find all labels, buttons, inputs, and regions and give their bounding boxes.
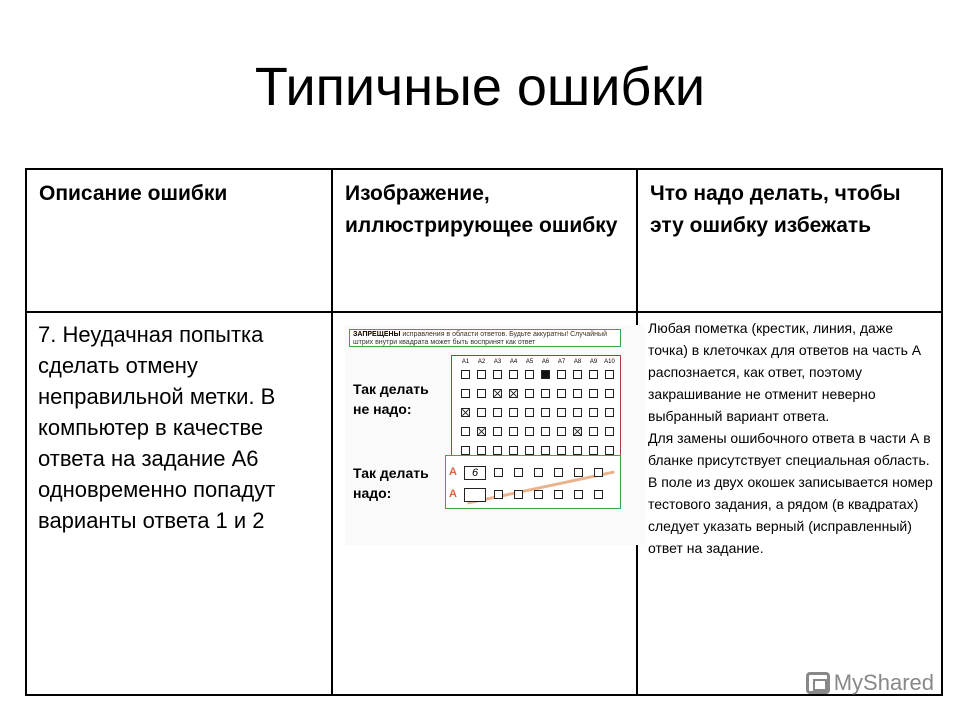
answer-cell <box>509 370 518 379</box>
table-row <box>26 312 942 695</box>
answer-cell <box>541 370 550 379</box>
correction-cell <box>494 490 503 499</box>
answer-cell <box>541 427 550 436</box>
answer-cell <box>493 370 502 379</box>
answer-cell <box>477 446 486 455</box>
answer-cell <box>477 389 486 398</box>
answer-cell <box>557 370 566 379</box>
presentation-icon <box>806 672 830 694</box>
correction-cell <box>494 468 503 477</box>
correction-cell <box>534 468 543 477</box>
correction-cell <box>514 468 523 477</box>
answer-cell <box>493 446 502 455</box>
correction-cell <box>554 468 563 477</box>
answer-cell <box>605 446 614 455</box>
task-number-box: 6 <box>464 466 486 480</box>
fix-instructions <box>637 312 942 695</box>
answer-cell <box>573 446 582 455</box>
warning-box <box>349 329 621 347</box>
answer-cell <box>525 408 534 417</box>
grid-column-header: A3 <box>493 359 502 365</box>
answer-cell <box>573 427 582 436</box>
answer-cell <box>541 446 550 455</box>
answer-cell <box>605 408 614 417</box>
row-label-a-2: A <box>449 488 457 500</box>
answer-cell <box>525 427 534 436</box>
answer-cell <box>493 389 502 398</box>
answer-cell <box>509 446 518 455</box>
answer-cell <box>493 408 502 417</box>
answer-cell <box>509 408 518 417</box>
bad-example-label: Так делать не надо: <box>353 381 429 417</box>
correction-cell <box>594 490 603 499</box>
answer-cell <box>509 427 518 436</box>
correction-cell <box>574 490 583 499</box>
answer-cell <box>493 427 502 436</box>
answer-cell <box>557 389 566 398</box>
grid-column-header: A5 <box>525 359 534 365</box>
table-header-row <box>26 169 942 312</box>
answer-cell <box>461 427 470 436</box>
grid-column-header: A6 <box>541 359 550 365</box>
answer-cell <box>573 408 582 417</box>
grid-column-headers <box>452 358 622 368</box>
answer-cell <box>541 408 550 417</box>
answer-cell <box>541 389 550 398</box>
grid-column-header: A4 <box>509 359 518 365</box>
grid-column-header: A10 <box>604 359 615 365</box>
grid-column-header: A2 <box>477 359 486 365</box>
answer-cell <box>525 370 534 379</box>
answer-cell <box>589 370 598 379</box>
warning-title: ЗАПРЕЩЕНЫ <box>353 331 401 338</box>
answer-cell <box>557 427 566 436</box>
grid-column-header: A9 <box>589 359 598 365</box>
fix-paragraph-1: Любая пометка (крестик, линия, даже точка) в клеточках для ответов на часть А распознается, как ответ, поэтому закрашивание не отменит неверно выбранный вариант ответа. <box>648 320 922 424</box>
answer-cell <box>573 370 582 379</box>
warning-text: исправления в области ответов. Будьте аккуратны! Случайный штрих внутри квадрата может быть воспринят как ответ <box>353 331 607 346</box>
correction-grid <box>445 455 621 509</box>
grid-column-header: A1 <box>461 359 470 365</box>
answer-cell <box>605 427 614 436</box>
correction-cell <box>574 468 583 477</box>
correction-cell <box>534 490 543 499</box>
answer-cell <box>509 389 518 398</box>
bad-answer-grid <box>451 355 621 467</box>
answer-cell <box>461 408 470 417</box>
correction-cell <box>594 468 603 477</box>
watermark-text: MyShared <box>833 670 934 695</box>
answer-sheet-illustration <box>345 325 645 545</box>
answer-cell <box>525 446 534 455</box>
answer-cell <box>477 408 486 417</box>
answer-cell <box>589 389 598 398</box>
row-label-a: A <box>449 466 457 478</box>
header-description: Описание ошибки <box>26 169 332 312</box>
correction-cell <box>554 490 563 499</box>
good-example-label: Так делать надо: <box>353 465 429 501</box>
errors-table <box>25 168 943 696</box>
answer-cell <box>477 370 486 379</box>
answer-cell <box>461 370 470 379</box>
error-illustration-cell <box>332 312 637 695</box>
grid-column-header: A8 <box>573 359 582 365</box>
grid-column-header: A7 <box>557 359 566 365</box>
answer-cell <box>589 446 598 455</box>
header-fix: Что надо делать, чтобы эту ошибку избежать <box>637 169 942 312</box>
error-description: 7. Неудачная попытка сделать отмену неправильной метки. В компьютер в качестве ответа на задание А6 одновременно попадут варианты ответа 1 и 2 <box>26 312 332 695</box>
correction-cell <box>514 490 523 499</box>
fix-paragraph-2: Для замены ошибочного ответа в части А в бланке присутствует специальная область. В поле из двух окошек записывается номер тестового задания, а рядом (в квадратах) следует указать верный (исправленный) ответ на задание. <box>648 430 933 556</box>
answer-cell <box>573 389 582 398</box>
answer-cell <box>589 408 598 417</box>
answer-cell <box>605 370 614 379</box>
answer-cell <box>461 446 470 455</box>
answer-cell <box>605 389 614 398</box>
answer-cell <box>589 427 598 436</box>
answer-cell <box>525 389 534 398</box>
task-number-box-empty <box>464 488 486 502</box>
watermark <box>806 670 934 696</box>
answer-cell <box>557 446 566 455</box>
answer-cell <box>557 408 566 417</box>
answer-cell <box>461 389 470 398</box>
answer-cell <box>477 427 486 436</box>
header-image: Изображение, иллюстрирующее ошибку <box>332 169 637 312</box>
slide-title: Типичные ошибки <box>254 57 706 117</box>
